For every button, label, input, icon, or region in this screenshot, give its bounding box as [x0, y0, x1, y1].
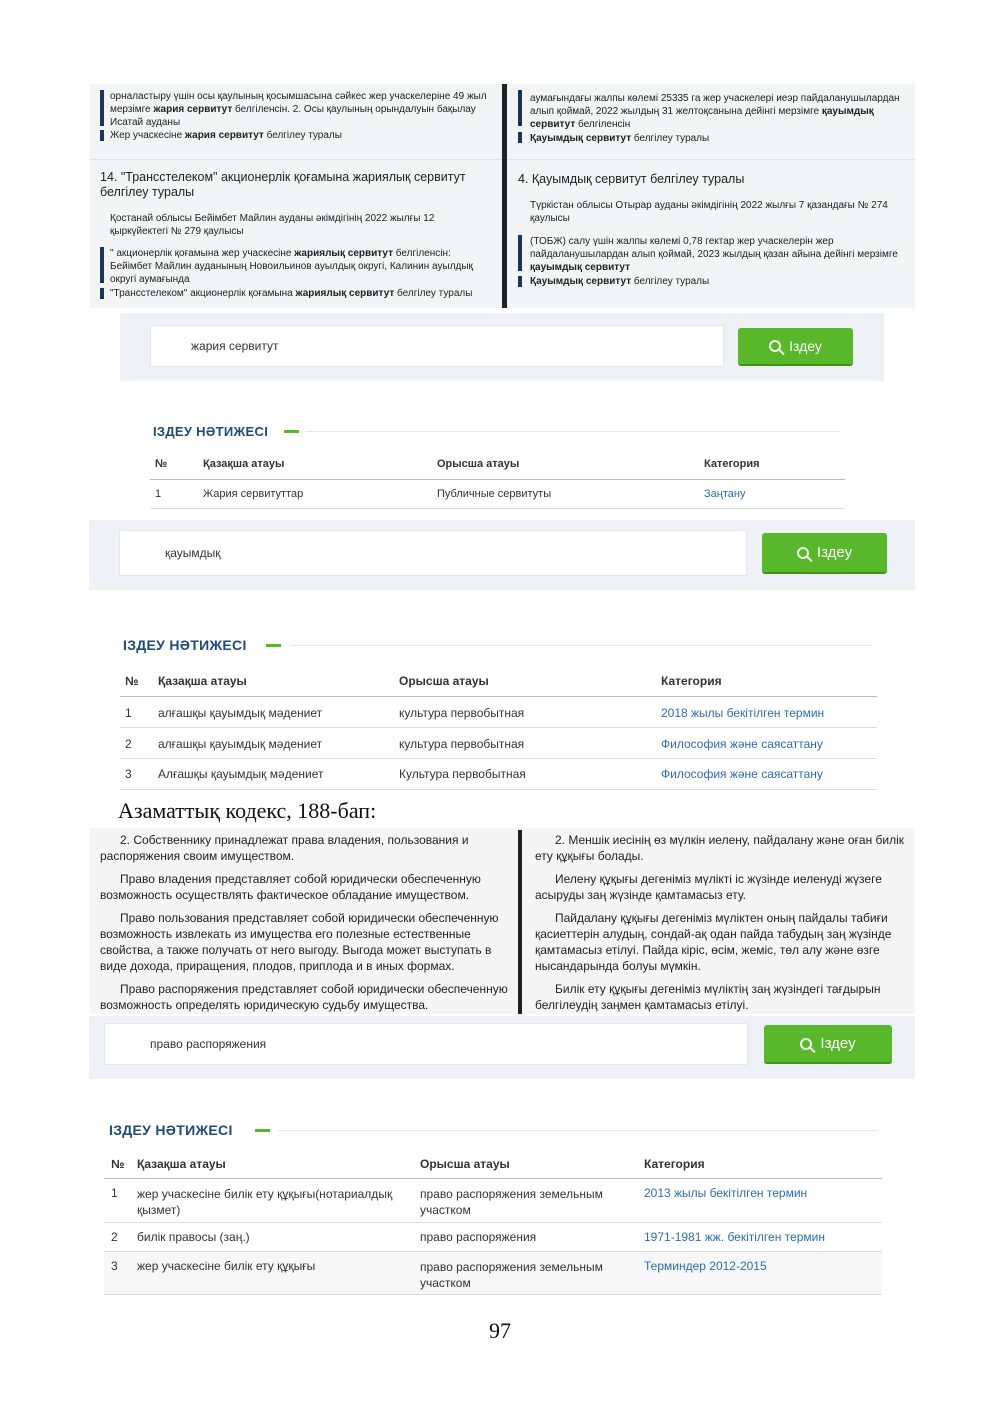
row-russian: право распоряжения земельным участком	[420, 1187, 603, 1217]
row-russian: культура первобытная	[399, 737, 525, 751]
col-header-russian: Орысша атауы	[437, 458, 520, 470]
col-header-category: Категория	[661, 674, 722, 688]
row-category-link[interactable]: Терминдер 2012-2015	[644, 1259, 767, 1273]
search-button[interactable]: Іздеу	[738, 328, 853, 366]
search-bar	[120, 313, 884, 381]
title-accent	[255, 1129, 270, 1132]
header-rule	[120, 696, 877, 697]
search-input[interactable]: қауымдық	[119, 530, 747, 576]
title-accent	[284, 430, 299, 433]
caption: Азаматтық кодекс, 188-бап:	[118, 798, 377, 823]
row-rule	[120, 727, 877, 728]
snippet-link[interactable]: Қауымдық сервитут белгілеу туралы	[530, 133, 710, 144]
search-bar	[89, 1016, 915, 1079]
snippet-title[interactable]: 4. Қауымдық сервитут белгілеу туралы	[518, 172, 745, 186]
row-category-link[interactable]: 2018 жылы бекітілген термин	[661, 706, 825, 720]
search-icon	[800, 1038, 812, 1050]
search-button[interactable]: Іздеу	[762, 533, 887, 574]
search-input[interactable]: право распоряжения	[104, 1023, 748, 1065]
row-number: 3	[125, 767, 132, 781]
civil-code-screenshot	[90, 828, 915, 1014]
search-button[interactable]: Іздеу	[764, 1025, 892, 1064]
snippet-title[interactable]: 14. "Трансстелеком" акционерлік қоғамына жариялық сервитут белгілеу туралы	[100, 170, 466, 199]
col-header-category: Категория	[644, 1157, 705, 1171]
search-icon	[769, 340, 781, 352]
row-rule	[120, 789, 877, 790]
snippet-text: аумағындағы жалпы көлемі 25335 га жер учаскелері иеэр пайдаланушылардан алып қоймай, 2022 жылдың 31 желтоқсанына дейінгі мерзімге қауымдық сервитут белгіленсін	[530, 93, 900, 130]
row-rule	[150, 508, 845, 509]
col-header-russian: Орысша атауы	[420, 1157, 510, 1171]
quote-bar	[100, 247, 104, 283]
title-rule	[290, 645, 872, 646]
snippet-link[interactable]: Жер учаскесіне жария сервитут белгілеу туралы	[110, 130, 342, 141]
snippet-link[interactable]: Қауымдық сервитут белгілеу туралы	[530, 276, 710, 287]
col-header-kazakh: Қазақша атауы	[203, 458, 285, 470]
row-number: 1	[125, 706, 132, 720]
row-russian: право распоряжения	[420, 1230, 537, 1244]
row-russian: Публичные сервитуты	[437, 488, 552, 500]
row-number: 3	[111, 1259, 118, 1273]
quote-bar	[518, 276, 522, 287]
row-rule	[104, 1294, 882, 1295]
results-title: ІЗДЕУ НӘТИЖЕСІ	[123, 637, 247, 653]
row-kazakh: алғашқы қауымдық мәдениет	[158, 706, 323, 720]
column-divider	[518, 830, 522, 1014]
row-number: 2	[125, 737, 132, 751]
row-category-link[interactable]: 1971-1981 жж. бекітілген термин	[644, 1230, 825, 1244]
row-russian: культура первобытная	[399, 706, 525, 720]
header-rule	[150, 479, 845, 480]
row-rule	[120, 758, 877, 759]
page-number: 97	[489, 1318, 511, 1343]
quote-bar	[518, 90, 522, 126]
col-header-number: №	[111, 1157, 125, 1171]
column-divider	[502, 84, 507, 308]
quote-bar	[100, 90, 104, 126]
search-icon	[797, 547, 809, 559]
row-kazakh: билік правосы (заң.)	[137, 1230, 250, 1244]
snippet-meta: Қостанай облысы Бейімбет Майлин ауданы әкімдігінің 2022 жылғы 12 қыркүйектегі № 279 қаулысы	[110, 213, 435, 237]
header-rule	[104, 1178, 882, 1179]
col-header-category: Категория	[704, 458, 760, 470]
snippet-text: " акционерлік қоғамына жер учаскесіне жариялық сервитут белгіленсін: Бейімбет Майлин ауданының Новоильинов ауылдық округі, Калинин ауылдық округі аумағында	[110, 248, 473, 285]
col-header-kazakh: Қазақша атауы	[137, 1157, 226, 1171]
search-snippets-screenshot	[90, 84, 915, 308]
snippet-separator	[507, 159, 915, 160]
row-category-link[interactable]: 2013 жылы бекітілген термин	[644, 1186, 808, 1200]
row-category-link[interactable]: Философия және саясаттану	[661, 737, 823, 751]
quote-bar	[100, 288, 104, 299]
russian-text: 2. Собственнику принадлежат права владения, пользования и распоряжения своим имуществом. Право владения представляет собой юридически обеспеченную возможность осуществлять фактическое обладание имуществом. Право пользования представляет собой юридически обеспеченную возможность извлекать из имущества его полезные естественные свойства, а также получать от него выгоду. Выгода может выступать в виде дохода, приращения, плодов, приплода и в иных формах. Право распоряжения представляет собой юридически обеспеченную возможность определять юридическую судьбу имущества.	[100, 833, 508, 1012]
snippet-link[interactable]: "Трансстелеком" акционерлік қоғамына жариялық сервитут белгілеу туралы	[110, 288, 473, 299]
row-category-link[interactable]: Философия және саясаттану	[661, 767, 823, 781]
title-rule	[306, 431, 840, 432]
row-kazakh: Алғашқы қауымдық мәдениет	[158, 767, 324, 781]
row-kazakh: жер учаскесіне билік ету құқығы	[137, 1259, 316, 1273]
results-title: ІЗДЕУ НӘТИЖЕСІ	[109, 1122, 233, 1138]
col-header-russian: Орысша атауы	[399, 674, 489, 688]
col-header-number: №	[125, 674, 139, 688]
snippet-text: орналастыру үшін осы қаулының қосымшасына сәйкес жер учаскелеріне 49 жыл мерзімге жария сервитут белгіленсін. 2. Осы қаулының орындалуын бақылау Исатай ауданы	[110, 91, 487, 128]
col-header-number: №	[155, 458, 168, 470]
row-rule	[104, 1222, 882, 1223]
row-kazakh: алғашқы қауымдық мәдениет	[158, 737, 323, 751]
kazakh-text: 2. Меншік иесінің өз мүлкін иелену, пайдалану және оған билік ету құқығы болады. Иелену құқығы дегеніміз мүлікті іс жүзінде иеленуді жүзеге асыруды заң жүзінде қамтамасыз ету. Пайдалану құқығы дегеніміз мүліктен оның пайдалы табиғи қасиеттерін алудың, сондай-ақ одан пайда табудың заң жүзінде қамтамасыз етілуі. Пайда кіріс, өсім, жеміс, төл алу және өзге нысандарында болуы мүмкін. Билік ету құқығы дегеніміз мүліктің заң жүзіндегі тағдырын белгілеудің заңмен қамтамасыз етілуі.	[535, 833, 905, 1012]
row-russian: Культура первобытная	[399, 767, 526, 781]
row-kazakh: жер учаскесіне билік ету құқығы(нотариалдық қызмет)	[137, 1187, 393, 1217]
results-title: ІЗДЕУ НӘТИЖЕСІ	[153, 424, 269, 439]
row-kazakh: Жария сервитуттар	[203, 488, 304, 500]
title-accent	[266, 644, 281, 647]
snippet-text: (ТОБЖ) салу үшін жалпы көлемі 0,78 гектар жер учаскелерін жер пайдаланушылардан алып қоймай, 2023 жылдың қазан айына дейінгі мерзімге қауымдық сервитут	[530, 236, 898, 273]
col-header-kazakh: Қазақша атауы	[158, 674, 247, 688]
row-category-link[interactable]: Заңтану	[704, 488, 746, 500]
search-input[interactable]: жария сервитут	[150, 325, 724, 367]
title-rule	[278, 1130, 878, 1131]
search-bar	[89, 520, 915, 590]
quote-bar	[100, 130, 104, 141]
snippet-separator	[90, 159, 502, 160]
quote-bar	[518, 235, 522, 271]
row-russian: право распоряжения земельным участком	[420, 1260, 603, 1290]
row-number: 1	[111, 1186, 118, 1200]
snippet-meta: Түркістан облысы Отырар ауданы әкімдігінің 2022 жылғы 7 қазандағы № 274 қаулысы	[530, 200, 888, 224]
row-number: 2	[111, 1230, 118, 1244]
quote-bar	[518, 132, 522, 143]
row-number: 1	[155, 488, 162, 500]
